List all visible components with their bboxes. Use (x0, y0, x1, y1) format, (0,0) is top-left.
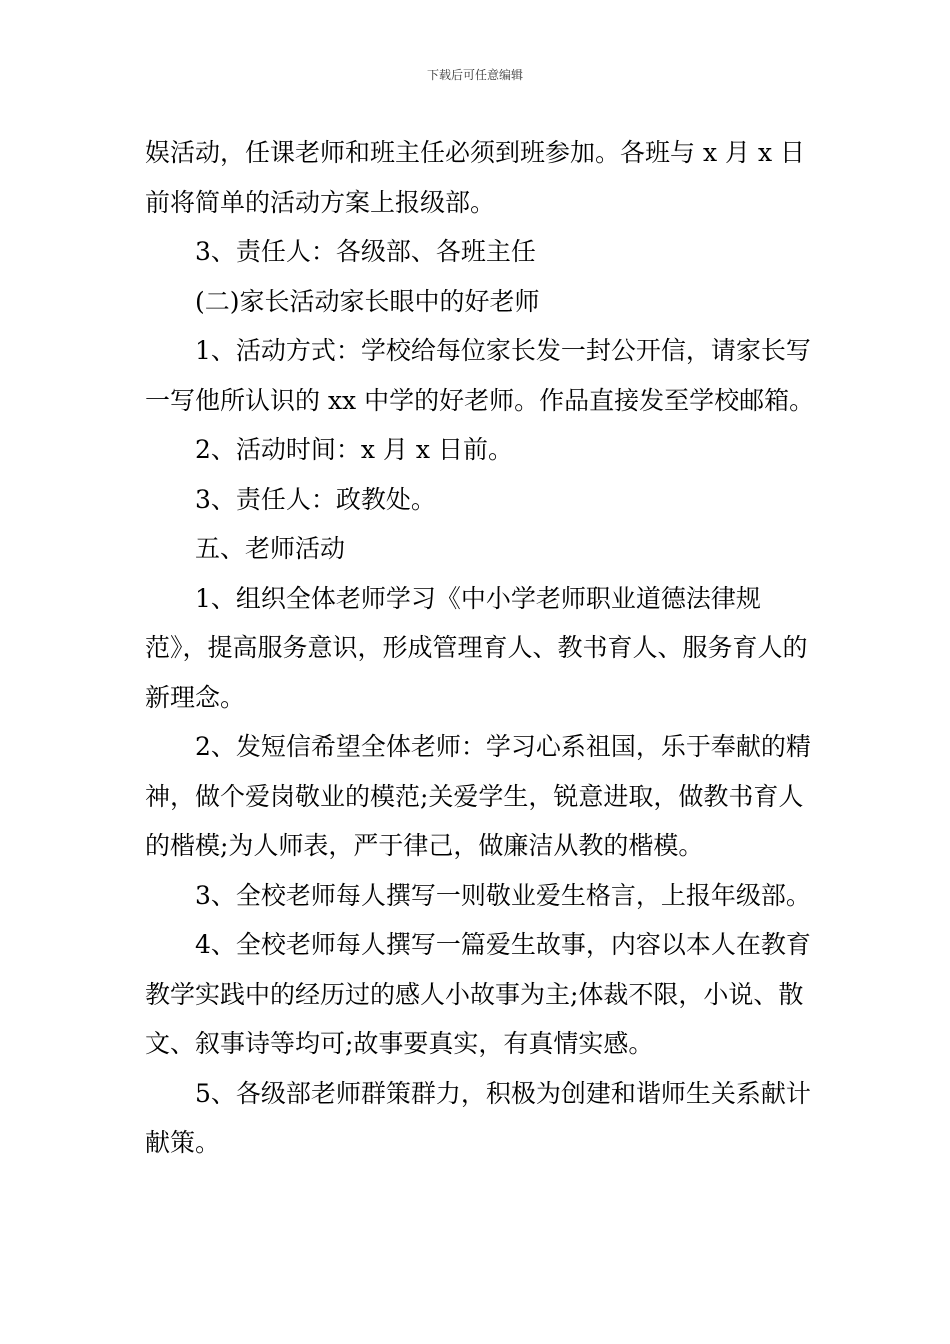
paragraph: 1、组织全体老师学习《中小学老师职业道德法律规范》，提高服务意识，形成管理育人、教书育人、服务育人的新理念。 (145, 583, 808, 712)
paragraph: 3、责任人：政教处。 (195, 484, 436, 514)
document-body (145, 128, 815, 1168)
paragraph: 4、全校老师每人撰写一篇爱生故事，内容以本人在教育教学实践中的经历过的感人小故事为主;体裁不限，小说、散文、叙事诗等均可;故事要真实，有真情实感。 (145, 930, 811, 1058)
paragraph: 2、活动时间：x 月 x 日前。 (195, 435, 513, 464)
paragraph: 1、活动方式：学校给每位家长发一封公开信，请家长写一写他所认识的 xx 中学的好老师。作品直接发至学校邮箱。 (145, 336, 815, 415)
page-header: 下载后可任意编辑 (426, 68, 523, 82)
section-heading: 五、老师活动 (195, 534, 346, 563)
paragraph: (二)家长活动家长眼中的好老师 (195, 286, 540, 316)
paragraph: 5、各级部老师群策群力，积极为创建和谐师生关系献计献策。 (145, 1078, 811, 1157)
paragraph: 娱活动，任课老师和班主任必须到班参加。各班与 x 月 x 日前将简单的活动方案上报级部。 (145, 138, 805, 217)
paragraph: 2、发短信希望全体老师：学习心系祖国，乐于奉献的精神，做个爱岗敬业的模范;关爱学生，锐意进取，做教书育人的楷模;为人师表，严于律己，做廉洁从教的楷模。 (145, 732, 811, 860)
paragraph: 3、责任人：各级部、各班主任 (195, 237, 536, 266)
paragraph: 3、全校老师每人撰写一则敬业爱生格言，上报年级部。 (195, 880, 811, 910)
